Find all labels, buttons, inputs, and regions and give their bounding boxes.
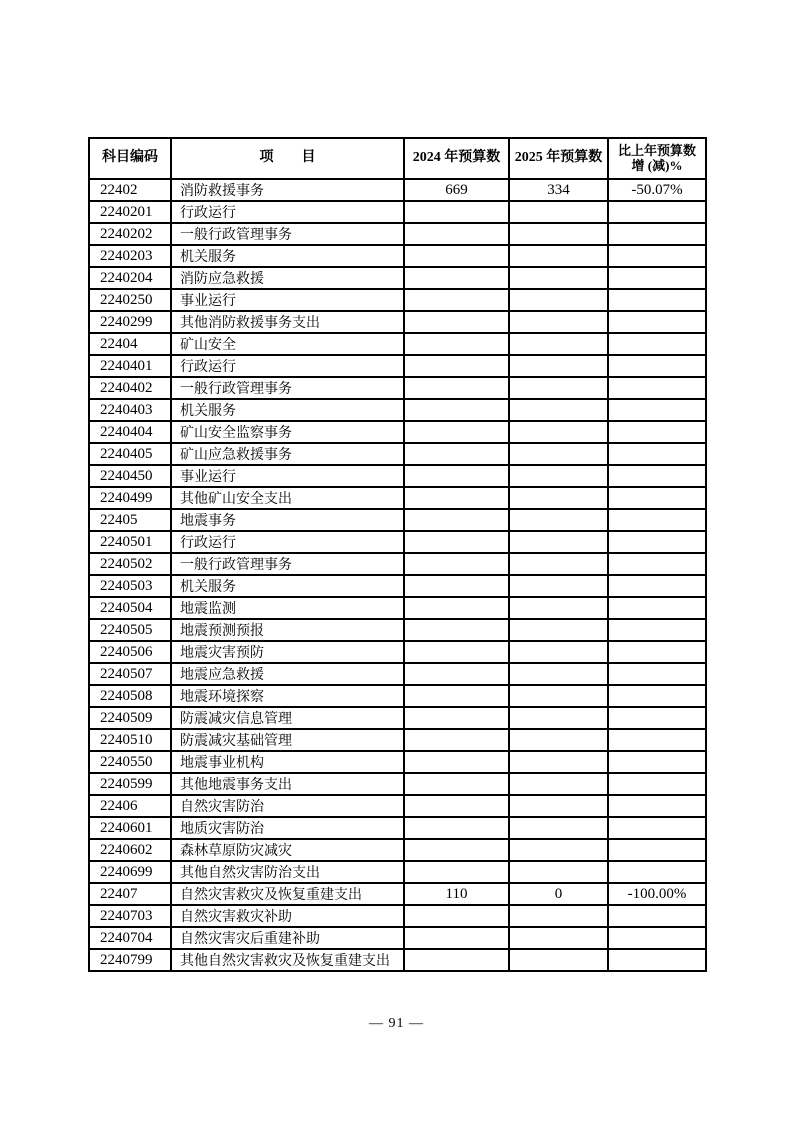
cell-budget-2025 bbox=[509, 861, 608, 883]
cell-budget-2025 bbox=[509, 355, 608, 377]
cell-budget-2025 bbox=[509, 311, 608, 333]
cell-budget-2025: 0 bbox=[509, 883, 608, 905]
cell-budget-2025 bbox=[509, 597, 608, 619]
cell-budget-2025 bbox=[509, 575, 608, 597]
cell-subject-code: 2240499 bbox=[89, 487, 171, 509]
cell-subject-code: 2240501 bbox=[89, 531, 171, 553]
cell-subject-code: 22407 bbox=[89, 883, 171, 905]
cell-budget-2025 bbox=[509, 531, 608, 553]
table-row bbox=[89, 201, 706, 223]
cell-budget-2024 bbox=[404, 751, 509, 773]
page-number: — 91 — bbox=[369, 1016, 424, 1031]
table-row bbox=[89, 905, 706, 927]
cell-subject-code: 2240401 bbox=[89, 355, 171, 377]
cell-budget-2025 bbox=[509, 641, 608, 663]
cell-budget-2025 bbox=[509, 751, 608, 773]
cell-budget-2025 bbox=[509, 465, 608, 487]
cell-budget-2024 bbox=[404, 377, 509, 399]
cell-change bbox=[608, 685, 706, 707]
cell-subject-code: 2240403 bbox=[89, 399, 171, 421]
cell-budget-2024 bbox=[404, 333, 509, 355]
cell-item: 行政运行 bbox=[171, 355, 404, 377]
table-row bbox=[89, 927, 706, 949]
cell-subject-code: 2240404 bbox=[89, 421, 171, 443]
cell-change bbox=[608, 751, 706, 773]
table-row bbox=[89, 311, 706, 333]
cell-item: 矿山应急救援事务 bbox=[171, 443, 404, 465]
table-header-row bbox=[89, 138, 706, 179]
cell-budget-2024 bbox=[404, 685, 509, 707]
cell-subject-code: 2240299 bbox=[89, 311, 171, 333]
cell-budget-2025 bbox=[509, 333, 608, 355]
cell-budget-2025 bbox=[509, 421, 608, 443]
cell-subject-code: 2240250 bbox=[89, 289, 171, 311]
header-change-line2: 增 (减)% bbox=[631, 157, 683, 173]
cell-change bbox=[608, 267, 706, 289]
cell-budget-2025 bbox=[509, 949, 608, 971]
cell-item: 其他地震事务支出 bbox=[171, 773, 404, 795]
cell-change bbox=[608, 333, 706, 355]
cell-subject-code: 2240202 bbox=[89, 223, 171, 245]
cell-subject-code: 2240799 bbox=[89, 949, 171, 971]
table-row bbox=[89, 509, 706, 531]
cell-item: 自然灾害防治 bbox=[171, 795, 404, 817]
cell-item: 一般行政管理事务 bbox=[171, 553, 404, 575]
cell-subject-code: 2240508 bbox=[89, 685, 171, 707]
cell-item: 机关服务 bbox=[171, 245, 404, 267]
table-row bbox=[89, 223, 706, 245]
cell-change bbox=[608, 531, 706, 553]
cell-budget-2025 bbox=[509, 509, 608, 531]
cell-budget-2025 bbox=[509, 685, 608, 707]
cell-subject-code: 2240504 bbox=[89, 597, 171, 619]
table-row bbox=[89, 487, 706, 509]
cell-change bbox=[608, 641, 706, 663]
cell-budget-2025: 334 bbox=[509, 179, 608, 201]
table-row bbox=[89, 949, 706, 971]
cell-subject-code: 2240450 bbox=[89, 465, 171, 487]
cell-subject-code: 2240507 bbox=[89, 663, 171, 685]
cell-subject-code: 2240505 bbox=[89, 619, 171, 641]
cell-budget-2025 bbox=[509, 289, 608, 311]
cell-change bbox=[608, 839, 706, 861]
cell-change bbox=[608, 465, 706, 487]
cell-change bbox=[608, 311, 706, 333]
cell-subject-code: 22404 bbox=[89, 333, 171, 355]
cell-budget-2025 bbox=[509, 377, 608, 399]
cell-subject-code: 2240402 bbox=[89, 377, 171, 399]
cell-budget-2024 bbox=[404, 641, 509, 663]
cell-change bbox=[608, 663, 706, 685]
table-row bbox=[89, 267, 706, 289]
cell-budget-2025 bbox=[509, 245, 608, 267]
cell-item: 机关服务 bbox=[171, 399, 404, 421]
cell-budget-2025 bbox=[509, 773, 608, 795]
table-row bbox=[89, 751, 706, 773]
cell-item: 消防应急救援 bbox=[171, 267, 404, 289]
cell-budget-2024 bbox=[404, 509, 509, 531]
table-row bbox=[89, 333, 706, 355]
cell-change bbox=[608, 487, 706, 509]
cell-budget-2024 bbox=[404, 861, 509, 883]
cell-subject-code: 2240203 bbox=[89, 245, 171, 267]
cell-subject-code: 2240699 bbox=[89, 861, 171, 883]
cell-item: 地震监测 bbox=[171, 597, 404, 619]
cell-item: 消防救援事务 bbox=[171, 179, 404, 201]
cell-item: 自然灾害救灾及恢复重建支出 bbox=[171, 883, 404, 905]
cell-budget-2024 bbox=[404, 817, 509, 839]
cell-change bbox=[608, 377, 706, 399]
cell-item: 事业运行 bbox=[171, 465, 404, 487]
cell-item: 地震事业机构 bbox=[171, 751, 404, 773]
cell-item: 其他自然灾害救灾及恢复重建支出 bbox=[171, 949, 404, 971]
cell-budget-2024 bbox=[404, 619, 509, 641]
cell-budget-2025 bbox=[509, 795, 608, 817]
cell-item: 地震事务 bbox=[171, 509, 404, 531]
cell-change bbox=[608, 773, 706, 795]
cell-budget-2024 bbox=[404, 487, 509, 509]
cell-subject-code: 2240510 bbox=[89, 729, 171, 751]
cell-budget-2024 bbox=[404, 421, 509, 443]
table-row bbox=[89, 685, 706, 707]
cell-budget-2024 bbox=[404, 663, 509, 685]
table-row bbox=[89, 399, 706, 421]
table-row bbox=[89, 839, 706, 861]
table-row bbox=[89, 883, 706, 905]
cell-budget-2024 bbox=[404, 465, 509, 487]
cell-budget-2024 bbox=[404, 399, 509, 421]
header-item: 项 目 bbox=[171, 138, 404, 179]
cell-item: 地震环境探察 bbox=[171, 685, 404, 707]
table-row bbox=[89, 289, 706, 311]
table-body bbox=[89, 179, 706, 971]
cell-item: 行政运行 bbox=[171, 531, 404, 553]
cell-item: 地震预测预报 bbox=[171, 619, 404, 641]
table-row bbox=[89, 443, 706, 465]
cell-budget-2024: 110 bbox=[404, 883, 509, 905]
cell-subject-code: 2240601 bbox=[89, 817, 171, 839]
cell-budget-2024 bbox=[404, 839, 509, 861]
cell-subject-code: 2240506 bbox=[89, 641, 171, 663]
cell-budget-2025 bbox=[509, 729, 608, 751]
cell-item: 行政运行 bbox=[171, 201, 404, 223]
cell-item: 一般行政管理事务 bbox=[171, 377, 404, 399]
cell-budget-2025 bbox=[509, 817, 608, 839]
cell-item: 机关服务 bbox=[171, 575, 404, 597]
cell-budget-2024 bbox=[404, 905, 509, 927]
cell-item: 矿山安全 bbox=[171, 333, 404, 355]
cell-item: 自然灾害救灾补助 bbox=[171, 905, 404, 927]
cell-subject-code: 2240503 bbox=[89, 575, 171, 597]
header-change bbox=[608, 138, 706, 179]
cell-subject-code: 2240602 bbox=[89, 839, 171, 861]
cell-budget-2024 bbox=[404, 773, 509, 795]
cell-change bbox=[608, 355, 706, 377]
cell-change bbox=[608, 729, 706, 751]
table-row bbox=[89, 245, 706, 267]
cell-budget-2024 bbox=[404, 311, 509, 333]
cell-budget-2024 bbox=[404, 575, 509, 597]
cell-budget-2024 bbox=[404, 245, 509, 267]
cell-budget-2024 bbox=[404, 443, 509, 465]
cell-change bbox=[608, 575, 706, 597]
table-row bbox=[89, 641, 706, 663]
cell-budget-2024 bbox=[404, 201, 509, 223]
table-row bbox=[89, 553, 706, 575]
cell-budget-2025 bbox=[509, 707, 608, 729]
cell-budget-2025 bbox=[509, 905, 608, 927]
cell-budget-2025 bbox=[509, 267, 608, 289]
table-row bbox=[89, 597, 706, 619]
cell-budget-2025 bbox=[509, 399, 608, 421]
cell-change bbox=[608, 619, 706, 641]
cell-change bbox=[608, 861, 706, 883]
table-row bbox=[89, 663, 706, 685]
cell-subject-code: 2240703 bbox=[89, 905, 171, 927]
budget-table bbox=[88, 137, 707, 972]
cell-change bbox=[608, 707, 706, 729]
cell-budget-2025 bbox=[509, 487, 608, 509]
cell-subject-code: 2240201 bbox=[89, 201, 171, 223]
cell-subject-code: 22406 bbox=[89, 795, 171, 817]
cell-change bbox=[608, 509, 706, 531]
cell-item: 矿山安全监察事务 bbox=[171, 421, 404, 443]
cell-budget-2025 bbox=[509, 553, 608, 575]
cell-item: 防震减灾基础管理 bbox=[171, 729, 404, 751]
header-subject-code: 科目编码 bbox=[89, 138, 171, 179]
cell-budget-2025 bbox=[509, 223, 608, 245]
cell-item: 地震灾害预防 bbox=[171, 641, 404, 663]
cell-budget-2025 bbox=[509, 927, 608, 949]
table-row bbox=[89, 575, 706, 597]
cell-budget-2024 bbox=[404, 927, 509, 949]
cell-budget-2025 bbox=[509, 443, 608, 465]
cell-budget-2024 bbox=[404, 223, 509, 245]
cell-budget-2024 bbox=[404, 355, 509, 377]
table-row bbox=[89, 773, 706, 795]
cell-change bbox=[608, 553, 706, 575]
cell-budget-2025 bbox=[509, 663, 608, 685]
cell-item: 其他消防救援事务支出 bbox=[171, 311, 404, 333]
cell-budget-2024 bbox=[404, 531, 509, 553]
cell-item: 事业运行 bbox=[171, 289, 404, 311]
cell-change bbox=[608, 597, 706, 619]
cell-change bbox=[608, 443, 706, 465]
cell-change bbox=[608, 949, 706, 971]
cell-budget-2024 bbox=[404, 729, 509, 751]
cell-subject-code: 2240509 bbox=[89, 707, 171, 729]
cell-item: 地质灾害防治 bbox=[171, 817, 404, 839]
cell-change bbox=[608, 905, 706, 927]
cell-change bbox=[608, 817, 706, 839]
table-row bbox=[89, 465, 706, 487]
cell-change bbox=[608, 927, 706, 949]
cell-budget-2024 bbox=[404, 597, 509, 619]
cell-budget-2024 bbox=[404, 289, 509, 311]
table-row bbox=[89, 355, 706, 377]
table-row bbox=[89, 729, 706, 751]
cell-budget-2024 bbox=[404, 707, 509, 729]
cell-change: -50.07% bbox=[608, 179, 706, 201]
cell-change bbox=[608, 201, 706, 223]
table-row bbox=[89, 861, 706, 883]
cell-subject-code: 22402 bbox=[89, 179, 171, 201]
table-row bbox=[89, 817, 706, 839]
header-budget-2024: 2024 年预算数 bbox=[404, 138, 509, 179]
table-row bbox=[89, 707, 706, 729]
cell-item: 自然灾害灾后重建补助 bbox=[171, 927, 404, 949]
cell-subject-code: 2240204 bbox=[89, 267, 171, 289]
cell-item: 一般行政管理事务 bbox=[171, 223, 404, 245]
table-row bbox=[89, 531, 706, 553]
cell-change bbox=[608, 289, 706, 311]
cell-subject-code: 2240599 bbox=[89, 773, 171, 795]
header-budget-2025: 2025 年预算数 bbox=[509, 138, 608, 179]
cell-budget-2024 bbox=[404, 267, 509, 289]
table-row bbox=[89, 377, 706, 399]
cell-change bbox=[608, 245, 706, 267]
cell-budget-2025 bbox=[509, 619, 608, 641]
table-row bbox=[89, 619, 706, 641]
cell-subject-code: 2240502 bbox=[89, 553, 171, 575]
table-row bbox=[89, 179, 706, 201]
cell-item: 其他矿山安全支出 bbox=[171, 487, 404, 509]
cell-subject-code: 22405 bbox=[89, 509, 171, 531]
cell-budget-2024 bbox=[404, 949, 509, 971]
cell-budget-2024: 669 bbox=[404, 179, 509, 201]
cell-budget-2024 bbox=[404, 553, 509, 575]
cell-change bbox=[608, 223, 706, 245]
table-row bbox=[89, 795, 706, 817]
cell-subject-code: 2240405 bbox=[89, 443, 171, 465]
cell-budget-2025 bbox=[509, 201, 608, 223]
header-change-line1: 比上年预算数 bbox=[617, 142, 696, 158]
cell-item: 其他自然灾害防治支出 bbox=[171, 861, 404, 883]
cell-item: 森林草原防灾减灾 bbox=[171, 839, 404, 861]
cell-subject-code: 2240704 bbox=[89, 927, 171, 949]
cell-budget-2025 bbox=[509, 839, 608, 861]
cell-change bbox=[608, 795, 706, 817]
table-row bbox=[89, 421, 706, 443]
cell-change bbox=[608, 421, 706, 443]
cell-change bbox=[608, 399, 706, 421]
cell-subject-code: 2240550 bbox=[89, 751, 171, 773]
cell-item: 地震应急救援 bbox=[171, 663, 404, 685]
cell-item: 防震减灾信息管理 bbox=[171, 707, 404, 729]
cell-change: -100.00% bbox=[608, 883, 706, 905]
cell-budget-2024 bbox=[404, 795, 509, 817]
